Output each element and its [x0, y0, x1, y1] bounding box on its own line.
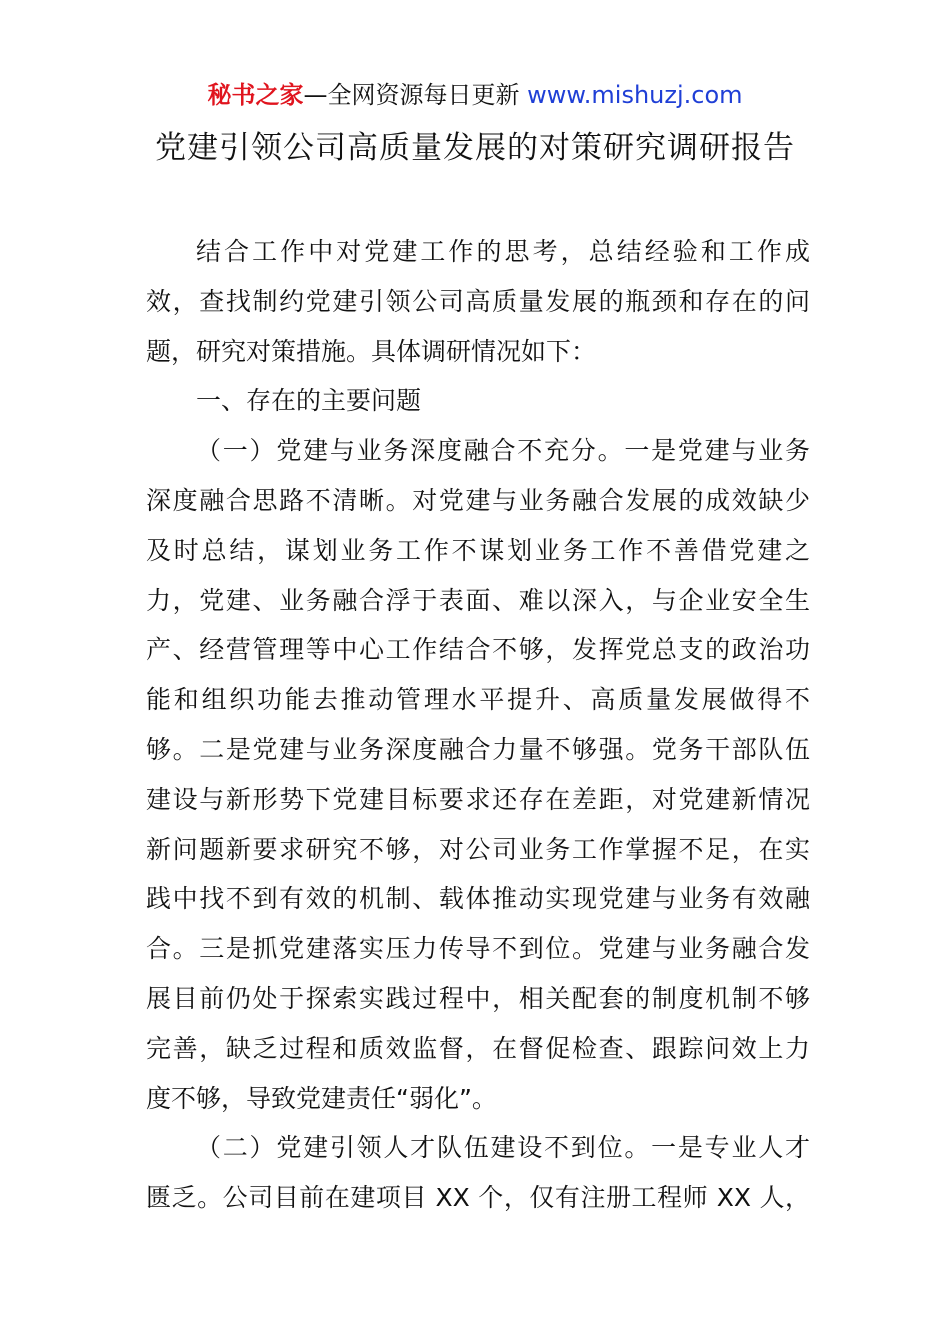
paragraph-line: （二）党建引领人才队伍建设不到位。一是专业人才 [196, 1133, 810, 1163]
paragraph-line: 度不够，导致党建责任“弱化”。 [146, 1083, 497, 1113]
paragraph-line: （一）党建与业务深度融合不充分。一是党建与业务 [196, 436, 810, 466]
paragraph-line: 效，查找制约党建引领公司高质量发展的瓶颈和存在的问 [146, 286, 810, 316]
section-heading: 一、存在的主要问题 [196, 386, 422, 416]
paragraph-line: 结合工作中对党建工作的思考，总结经验和工作成 [196, 237, 810, 266]
paragraph-line: 能和组织功能去推动管理水平提升、高质量发展做得不 [146, 685, 810, 715]
brand-name: 秘书之家 [207, 81, 304, 109]
paragraph-line: 够。二是党建与业务深度融合力量不够强。党务干部队伍 [146, 734, 810, 764]
document-body [146, 227, 810, 1223]
site-header [0, 78, 950, 112]
paragraph-line: 深度融合思路不清晰。对党建与业务融合发展的成效缺少 [146, 485, 810, 515]
paragraph-line: 题，研究对策措施。具体调研情况如下： [146, 336, 597, 366]
paragraph-line: 及时总结，谋划业务工作不谋划业务工作不善借党建之 [146, 535, 810, 565]
paragraph-line: 完善，缺乏过程和质效监督，在督促检查、跟踪问效上力 [146, 1033, 810, 1063]
paragraph-line: 力，党建、业务融合浮于表面、难以深入，与企业安全生 [146, 585, 810, 615]
header-tagline: —全网资源每日更新 [303, 81, 528, 109]
paragraph-line: 产、经营管理等中心工作结合不够，发挥党总支的政治功 [146, 635, 810, 665]
paragraph-line: 合。三是抓党建落实压力传导不到位。党建与业务融合发 [146, 934, 810, 964]
paragraph-line: 展目前仍处于探索实践过程中，相关配套的制度机制不够 [146, 983, 810, 1013]
document-title: 党建引领公司高质量发展的对策研究调研报告 [155, 130, 795, 166]
paragraph-line: 新问题新要求研究不够，对公司业务工作掌握不足，在实 [146, 834, 810, 864]
site-url-link[interactable]: www.mishuzj.com [527, 81, 743, 109]
paragraph-line: 建设与新形势下党建目标要求还存在差距，对党建新情况 [146, 784, 810, 814]
paragraph-line: 匮乏。公司目前在建项目 XX 个，仅有注册工程师 XX 人， [146, 1183, 810, 1213]
paragraph-line: 践中找不到有效的机制、载体推动实现党建与业务有效融 [146, 884, 810, 914]
